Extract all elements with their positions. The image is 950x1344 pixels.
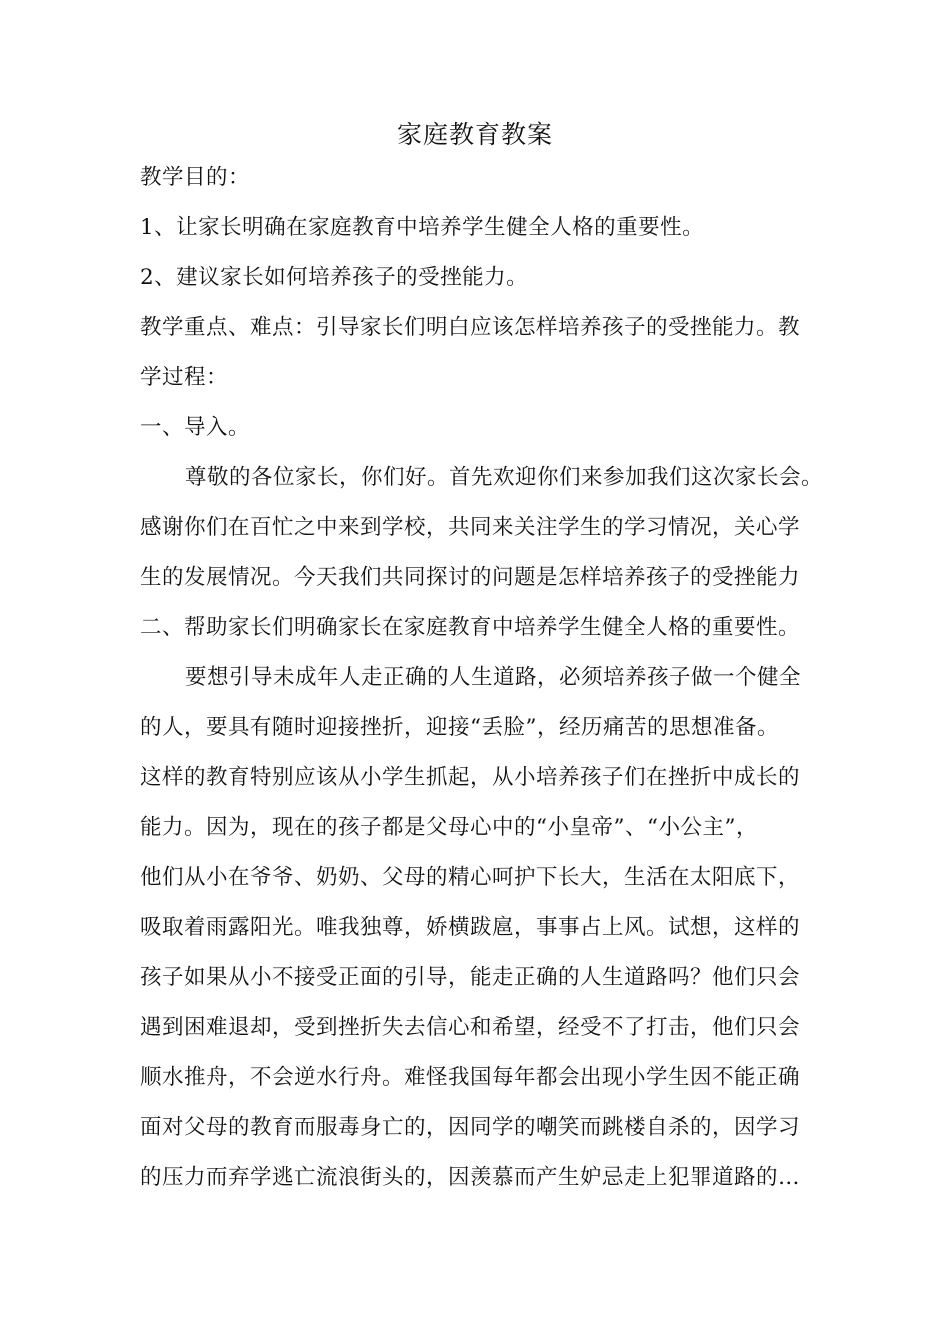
section-heading-two: 二、帮助家长们明确家长在家庭教育中培养学生健全人格的重要性。 (140, 615, 801, 640)
section-heading-objectives: 教学目的： (140, 165, 251, 190)
paragraph-line: 尊敬的各位家长，你们好。首先欢迎你们来参加我们这次家长会。 (185, 465, 824, 490)
paragraph-line: 顺水推舟，不会逆水行舟。难怪我国每年都会出现小学生因不能正确 (140, 1065, 801, 1090)
paragraph-line: 遇到困难退却，受到挫折失去信心和希望，经受不了打击，他们只会 (140, 1015, 801, 1040)
key-points-line: 教学重点、难点：引导家长们明白应该怎样培养孩子的受挫能力。教 (140, 315, 801, 340)
paragraph-line: 感谢你们在百忙之中来到学校，共同来关注学生的学习情况，关心学 (140, 515, 801, 540)
key-points-line-continued: 学过程： (140, 365, 229, 390)
document-title: 家庭教育教案 (396, 120, 553, 149)
paragraph-line: 他们从小在爷爷、奶奶、父母的精心呵护下长大，生活在太阳底下， (140, 865, 801, 890)
paragraph-line: 吸取着雨露阳光。唯我独尊，娇横跋扈，事事占上风。试想，这样的 (140, 915, 801, 940)
section-heading-intro: 一、导入。 (140, 415, 251, 440)
paragraph-line: 能力。因为，现在的孩子都是父母心中的“小皇帝”、“小公主”， (140, 815, 758, 840)
objective-item-1: 1、让家长明确在家庭教育中培养学生健全人格的重要性。 (140, 215, 705, 240)
paragraph-line: 生的发展情况。今天我们共同探讨的问题是怎样培养孩子的受挫能力 (140, 565, 801, 590)
objective-item-2: 2、建议家长如何培养孩子的受挫能力。 (140, 265, 529, 290)
paragraph-line: 面对父母的教育而服毒身亡的，因同学的嘲笑而跳楼自杀的，因学习 (140, 1115, 801, 1140)
paragraph-line: 的人，要具有随时迎接挫折，迎接“丢脸”，经历痛苦的思想准备。 (140, 715, 779, 740)
paragraph-line: 的压力而弃学逃亡流浪街头的，因羡慕而产生妒忌走上犯罪道路的… (140, 1165, 801, 1190)
paragraph-line: 要想引导未成年人走正确的人生道路，必须培养孩子做一个健全 (185, 665, 802, 690)
paragraph-line: 孩子如果从小不接受正面的引导，能走正确的人生道路吗？他们只会 (140, 965, 801, 990)
paragraph-line: 这样的教育特别应该从小学生抓起，从小培养孩子们在挫折中成长的 (140, 765, 801, 790)
